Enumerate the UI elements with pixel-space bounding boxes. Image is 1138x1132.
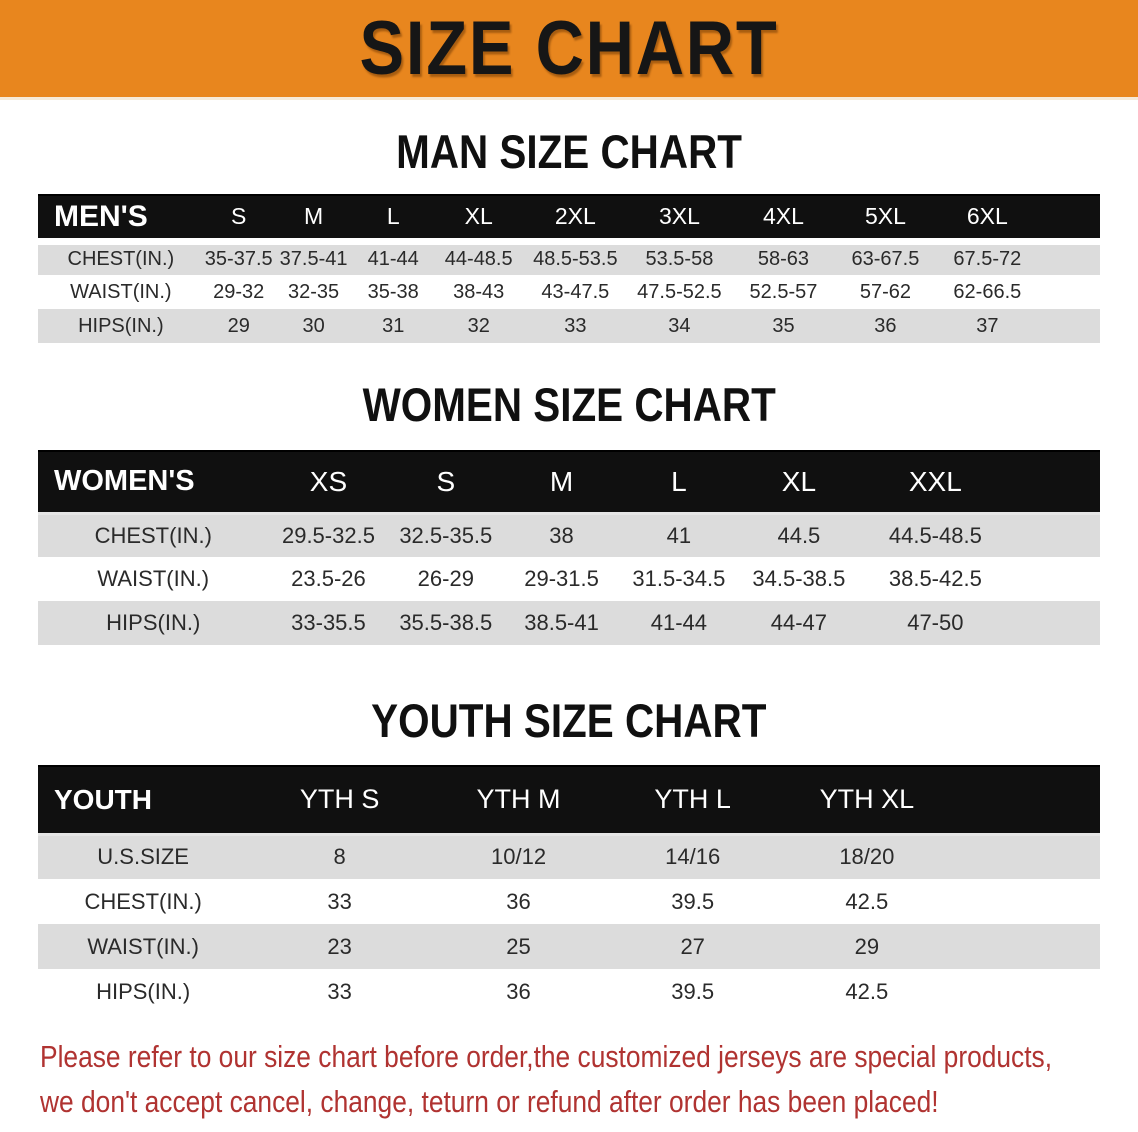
spacer-cell — [954, 879, 1100, 924]
table-row — [38, 513, 1100, 557]
banner-title: SIZE CHART — [359, 6, 779, 91]
table-row — [38, 879, 1100, 924]
spacer-cell — [1011, 451, 1100, 513]
measure-label: CHEST(IN.) — [38, 879, 248, 924]
table-title-cell: WOMEN'S — [38, 451, 268, 513]
size-value: 37.5-41 — [274, 241, 354, 275]
spacer-cell — [954, 766, 1100, 834]
size-value: 25 — [431, 924, 606, 969]
size-value: 43-47.5 — [524, 275, 626, 309]
spacer-cell — [1038, 275, 1100, 309]
size-value: 18/20 — [779, 834, 954, 879]
size-value: 47-50 — [860, 601, 1011, 645]
size-value: 38 — [503, 513, 620, 557]
size-value: 29.5-32.5 — [268, 513, 388, 557]
header-row — [38, 766, 1100, 834]
size-column-header: XL — [433, 195, 524, 241]
measure-label: WAIST(IN.) — [38, 275, 204, 309]
spacer-cell — [1038, 195, 1100, 241]
disclaimer-line-2: we don't accept cancel, change, teturn or refund after order has been placed! — [40, 1084, 939, 1119]
size-column-header: L — [620, 451, 738, 513]
size-value: 53.5-58 — [626, 241, 732, 275]
size-value: 29 — [779, 924, 954, 969]
size-value: 32-35 — [274, 275, 354, 309]
size-column-header: YTH M — [431, 766, 606, 834]
size-value: 29-31.5 — [503, 557, 620, 601]
size-value: 29-32 — [204, 275, 274, 309]
size-column-header: XL — [738, 451, 860, 513]
size-value: 48.5-53.5 — [524, 241, 626, 275]
size-value: 37 — [936, 309, 1038, 343]
header-row — [38, 451, 1100, 513]
size-value: 38.5-41 — [503, 601, 620, 645]
measure-label: HIPS(IN.) — [38, 601, 268, 645]
size-chart-banner — [0, 0, 1138, 100]
youth-section-heading-text: YOUTH SIZE CHART — [371, 694, 767, 747]
spacer-cell — [954, 834, 1100, 879]
spacer-cell — [1011, 513, 1100, 557]
size-column-header: M — [274, 195, 354, 241]
measure-label: HIPS(IN.) — [38, 309, 204, 343]
man-section-heading-text: MAN SIZE CHART — [396, 125, 742, 178]
size-value: 33 — [248, 969, 431, 1014]
spacer-cell — [1038, 241, 1100, 275]
table-row — [38, 309, 1100, 343]
size-column-header: S — [204, 195, 274, 241]
size-value: 44-47 — [738, 601, 860, 645]
youth-size-table — [38, 765, 1100, 1014]
womens-size-table — [38, 450, 1100, 645]
size-value: 63-67.5 — [834, 241, 936, 275]
size-value: 34.5-38.5 — [738, 557, 860, 601]
measure-label: HIPS(IN.) — [38, 969, 248, 1014]
man-section-heading — [0, 124, 1138, 176]
size-value: 34 — [626, 309, 732, 343]
size-value: 52.5-57 — [733, 275, 835, 309]
table-row — [38, 969, 1100, 1014]
size-value: 57-62 — [834, 275, 936, 309]
size-value: 41-44 — [353, 241, 433, 275]
size-value: 44.5 — [738, 513, 860, 557]
size-column-header: YTH XL — [779, 766, 954, 834]
size-value: 39.5 — [606, 969, 779, 1014]
size-value: 44.5-48.5 — [860, 513, 1011, 557]
size-value: 36 — [834, 309, 936, 343]
size-value: 33-35.5 — [268, 601, 388, 645]
size-column-header: 3XL — [626, 195, 732, 241]
size-column-header: L — [353, 195, 433, 241]
measure-label: CHEST(IN.) — [38, 513, 268, 557]
women-section-heading — [0, 377, 1138, 429]
order-disclaimer — [0, 1034, 1138, 1124]
spacer-cell — [1011, 601, 1100, 645]
measure-label: WAIST(IN.) — [38, 924, 248, 969]
table-title-cell: YOUTH — [38, 766, 248, 834]
size-column-header: 2XL — [524, 195, 626, 241]
size-value: 14/16 — [606, 834, 779, 879]
size-value: 27 — [606, 924, 779, 969]
size-column-header: XXL — [860, 451, 1011, 513]
size-value: 35-37.5 — [204, 241, 274, 275]
size-value: 36 — [431, 969, 606, 1014]
measure-label: WAIST(IN.) — [38, 557, 268, 601]
size-column-header: 4XL — [733, 195, 835, 241]
size-value: 8 — [248, 834, 431, 879]
size-value: 35 — [733, 309, 835, 343]
disclaimer-line-1: Please refer to our size chart before order,the customized jerseys are special products, — [40, 1039, 1053, 1074]
size-value: 41-44 — [620, 601, 738, 645]
size-value: 41 — [620, 513, 738, 557]
spacer-cell — [1038, 309, 1100, 343]
size-value: 33 — [248, 879, 431, 924]
youth-section-heading — [0, 693, 1138, 745]
size-value: 23 — [248, 924, 431, 969]
size-value: 10/12 — [431, 834, 606, 879]
size-value: 35-38 — [353, 275, 433, 309]
table-row — [38, 241, 1100, 275]
size-value: 23.5-26 — [268, 557, 388, 601]
size-column-header: 6XL — [936, 195, 1038, 241]
women-section-heading-text: WOMEN SIZE CHART — [362, 378, 776, 431]
size-value: 47.5-52.5 — [626, 275, 732, 309]
size-value: 58-63 — [733, 241, 835, 275]
size-value: 31.5-34.5 — [620, 557, 738, 601]
size-value: 33 — [524, 309, 626, 343]
size-value: 36 — [431, 879, 606, 924]
size-value: 38-43 — [433, 275, 524, 309]
size-value: 44-48.5 — [433, 241, 524, 275]
table-row — [38, 834, 1100, 879]
spacer-cell — [1011, 557, 1100, 601]
size-value: 31 — [353, 309, 433, 343]
size-value: 26-29 — [388, 557, 503, 601]
table-row — [38, 601, 1100, 645]
spacer-cell — [954, 969, 1100, 1014]
size-column-header: M — [503, 451, 620, 513]
size-value: 32.5-35.5 — [388, 513, 503, 557]
size-value: 29 — [204, 309, 274, 343]
header-row — [38, 195, 1100, 241]
size-value: 38.5-42.5 — [860, 557, 1011, 601]
size-column-header: YTH S — [248, 766, 431, 834]
spacer-cell — [954, 924, 1100, 969]
size-value: 35.5-38.5 — [388, 601, 503, 645]
size-value: 42.5 — [779, 879, 954, 924]
size-column-header: XS — [268, 451, 388, 513]
table-row — [38, 275, 1100, 309]
size-value: 62-66.5 — [936, 275, 1038, 309]
measure-label: U.S.SIZE — [38, 834, 248, 879]
table-title-cell: MEN'S — [38, 195, 204, 241]
size-value: 67.5-72 — [936, 241, 1038, 275]
measure-label: CHEST(IN.) — [38, 241, 204, 275]
size-value: 39.5 — [606, 879, 779, 924]
size-value: 42.5 — [779, 969, 954, 1014]
size-column-header: YTH L — [606, 766, 779, 834]
size-column-header: 5XL — [834, 195, 936, 241]
mens-size-table — [38, 194, 1100, 343]
size-column-header: S — [388, 451, 503, 513]
table-row — [38, 924, 1100, 969]
table-row — [38, 557, 1100, 601]
size-value: 32 — [433, 309, 524, 343]
size-value: 30 — [274, 309, 354, 343]
